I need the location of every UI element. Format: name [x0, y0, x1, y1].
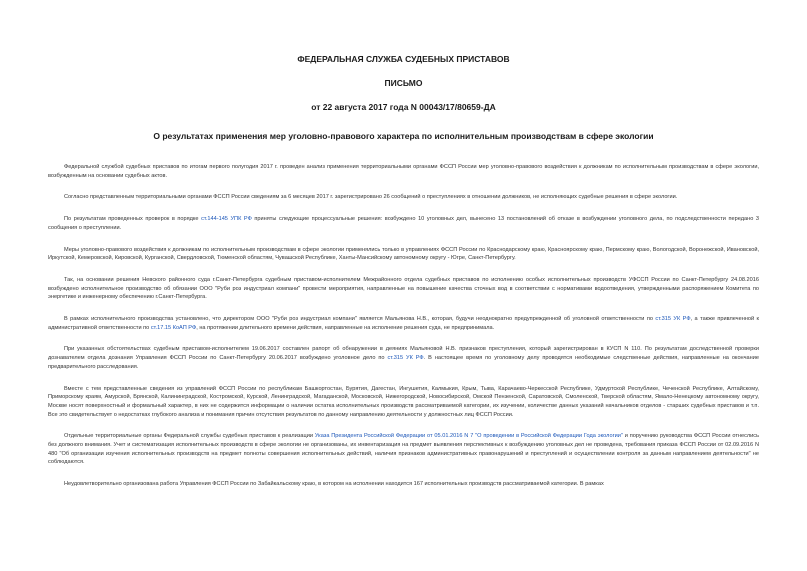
paragraph — [48, 215, 759, 232]
document-type: ПИСЬМО — [384, 78, 423, 88]
paragraph-text: . В настоящее время по уголовному делу проводятся необходимые следственные действия, направленные на окончание предварительного расследования. — [48, 355, 759, 370]
paragraph — [48, 163, 759, 180]
paragraph-text: и поручению руководства ФССП России отнеслись без должного внимания. Учет и систематизация исполнительных производств в сфере экологии не организованы, их инвентаризация на предмет выявления перспективных к возбуждению уголовных дел не проведена, требования приказа ФССП России от 02.09.2016 N 480 "Об организации изучения исполнительных производств на предмет полноты совершения исполнительных действий, наличия признаков административных правонарушений и преступлений и осуществлении контроля за данным направлением деятельности" не соблюдаются. — [48, 433, 760, 466]
paragraph-text: Отдельные территориальные органы Федеральной службы судебных приставов к реализации — [64, 433, 315, 440]
paragraph-text: В рамках исполнительного производства установлено, что директором ООО "Руби роз индустриал компани" является Мальянова Н.В., которая, будучи неоднократно предупрежденной об уголовной ответственности по — [64, 316, 656, 323]
paragraph-text: Вместе с тем представленные сведения из управлений ФССП России по республикам Башкортостан, Бурятия, Дагестан, Ингушетия, Калмыкия, Крым, Тыва, Карачаево-Черкесской Республике, Удмуртской Республике, Чеченской Республике, Алтайскому, Приморскому краям, Амурской, Брянской, Калининградской, Костромской, Курской, Ленинградской, Магаданской, Московской, Нижегородской, Новосибирской, Омской Пензенской, Саратовской, Смоленской, Тверской областям, Ямало-Ненецкому автономному округу, Москве носят поверхностный и формальный характер, в них не содержится информации о наличии остатка исполнительных производств рассматриваемой категории, их изучении, количестве данных указаний начальников отделов - старших судебных приставов и т.п. Все это свидетельствует о недостатках глубокого анализа и понимания причин отсутствия результатов по данному направлению деятельности у должностных лиц ФССП России. — [48, 385, 759, 418]
agency-title: ФЕДЕРАЛЬНАЯ СЛУЖБА СУДЕБНЫХ ПРИСТАВОВ — [297, 54, 510, 64]
paragraph — [48, 345, 759, 371]
document-subject: О результатах применения мер уголовно-правового характера по исполнительным производствам в сфере экологии — [153, 131, 654, 141]
paragraph-text: Федеральной службой судебных приставов по итогам первого полугодия 2017 г. проведен анализ применения территориальными органами ФССП России мер уголовно-правового воздействия к должникам по исполнительным производствам в сфере экологии, возбужденным на основании судебных актов. — [48, 164, 759, 179]
paragraph — [48, 276, 759, 302]
paragraph-text: Неудовлетворительно организована работа Управления ФССП России по Забайкальскому краю, в котором на исполнении находится 167 исполнительных производств рассматриваемой категории. В рамках — [64, 481, 604, 488]
legal-reference-link[interactable]: Указа Президента Российской Федерации от 05.01.2016 N 7 "О проведении в Российской Федерации Года экологии" — [314, 433, 623, 440]
legal-reference-link[interactable]: ст.315 УК РФ — [387, 355, 424, 362]
paragraph — [48, 193, 759, 202]
paragraph-text: Меры уголовно-правового воздействия к должникам по исполнительным производствам в сфере экологии применялись только в управлениях ФССП России по Краснодарскому краю, Красноярскому краю, Пермскому краю, Вологодской, Воронежской, Ивановской, Иркутской, Кемеровской, Кировской, Курганской, Свердловской, Тюменской областям, Чувашской Республике, Ханты-Мансийскому автономному округу - Югре, Санкт-Петербургу. — [48, 246, 759, 262]
paragraph — [48, 315, 759, 332]
paragraph — [48, 385, 759, 420]
legal-reference-link[interactable]: ст.315 УК РФ — [655, 316, 691, 323]
document-date-number: от 22 августа 2017 года N 00043/17/80659-ДА — [311, 102, 496, 112]
legal-reference-link[interactable]: ст.144-145 УПК РФ — [201, 216, 252, 223]
paragraph-text: приняты следующие процессуальные решения: возбуждено 10 уголовных дел, вынесено 13 постановлений об отказе в возбуждении уголовного дела, по подследственности передано 3 сообщения о преступлении. — [48, 216, 759, 231]
paragraph-text: По результатам проведенных проверок в порядке — [64, 216, 202, 223]
paragraph — [48, 480, 759, 489]
paragraph-text: , на протяжении длительного времени действия, направленные на исполнение решения суда, не предпринимала. — [196, 324, 495, 331]
legal-reference-link[interactable]: ст.17.15 КоАП РФ — [150, 324, 197, 331]
paragraph-text: Так, на основании решения Невского районного суда г.Санкт-Петербурга судебным приставом-исполнителем Межрайонного отдела судебных приставов по исполнению особых исполнительных производств УФССП России по Санкт-Петербургу 24.08.2016 возбуждено исполнительное производство об обязании ООО "Руби роз индустриал компани" провести мероприятия, направленные на повышение качества сточных вод в соответствии с нормативами водоотведения, утвержденными распоряжением Комитета по энергетике и инженерному обеспечению г.Санкт-Петербурга. — [48, 276, 759, 301]
paragraph — [48, 246, 759, 263]
paragraph-text: При указанных обстоятельствах судебным приставом-исполнителем 19.06.2017 составлен рапорт об обнаружении в деяниях Мальяновой Н.В. признаков преступления, который зарегистрирован в КУСП N 110. По результатам доследственной проверки дознавателем отдела дознания Управления ФССП России по Санкт-Петербургу 20.06.2017 возбуждено уголовное дело по — [48, 346, 759, 362]
paragraph — [48, 432, 759, 467]
document-body — [48, 163, 759, 489]
paragraph-text: , а также привлеченной к административной ответственности по — [48, 316, 759, 331]
paragraph-text: Согласно представленным территориальными органами ФССП России сведениям за 6 месяцев 2017 г. зарегистрировано 26 сообщений о преступлениях в отношении должников, не исполняющих судебные решения в сфере экологии. — [64, 194, 678, 201]
